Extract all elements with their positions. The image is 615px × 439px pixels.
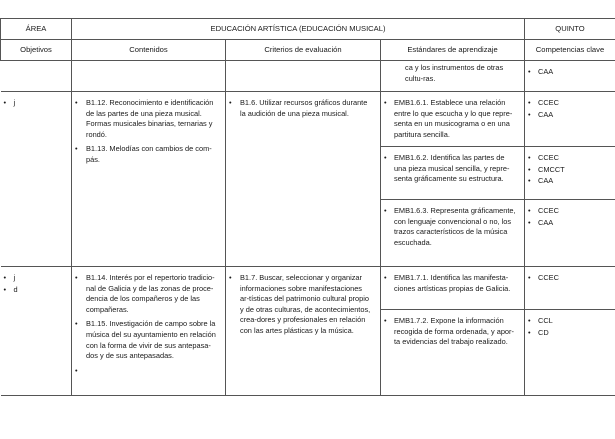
bullet-icon: • [528,164,531,174]
contenido-item: • B1.15. Investigación de campo sobre la música del su ayuntamiento en relación con la forma de vivir de sus antepasa-dos y de sus antepasadas. [75,319,216,361]
bullet-icon: • [384,316,387,325]
bullet-icon: • [528,327,531,337]
contenidos-cell [72,92,226,267]
bullet-icon: • [528,109,531,119]
bullet-icon: • [75,273,78,282]
criterios-cell [226,267,381,396]
competencia-item: • CAA [528,67,554,76]
objetivo-item: • j [3,273,16,282]
criterio-item: • B1.6. Utilizar recursos gráficos durante la audición de una pieza musical. [229,98,368,118]
bullet-icon: • [229,273,232,282]
bullet-icon: • [75,98,78,107]
competencias-group: • CCEC • CAA [528,206,559,227]
col-contenidos: Contenidos [72,40,226,61]
curso-value: QUINTO [525,19,615,40]
bullet-icon: • [384,98,387,107]
bullet-icon: • [3,284,7,294]
subject-header: EDUCACIÓN ARTÍSTICA (EDUCACIÓN MUSICAL) [72,19,525,40]
competencias-group: • CCEC • CAA [525,92,615,147]
competencias-group: • CCEC • CMCCT • CAA [525,147,615,200]
standard-item: • EMB1.6.3. Representa gráficamente, con lenguaje convencional o no, los trazos característicos de la música escuchada. [384,206,516,247]
col-competencias: Competencias clave [525,40,615,61]
col-criterios: Criterios de evaluación [226,40,381,61]
bullet-icon: • [229,98,232,107]
bullet-icon: • [3,273,7,282]
bullet-icon: • [384,273,387,282]
bullet-icon: • [528,316,531,325]
standard-cell [381,61,525,92]
contenido-item: • B1.14. Interés por el repertorio tradicio-nal de Galicia y de las zonas de proce-dencia de los compañeros y de las compañeras. [75,273,215,314]
col-objetivos: Objetivos [1,40,72,61]
bullet-icon: • [75,319,78,329]
bullet-icon: • [528,206,531,215]
bullet-icon: • [384,153,387,162]
objetivos-cell [1,92,72,267]
table-row-b17 [1,267,615,396]
criterios-cell [226,92,381,267]
bullet-icon: • [384,206,387,215]
competencias-cell [525,92,615,267]
standard-item: • EMB1.6.1. Establece una relación entre lo que escucha y lo que repre-senta en un musicograma o en una partitura sencilla. [381,92,524,147]
standard-text: ca y los instrumentos de otras cultu-ras. [405,63,504,83]
bullet-icon: • [528,176,531,186]
standard-item: • EMB1.7.1. Identifica las manifesta-ciones artísticas propias de Galicia. [381,267,524,310]
bullet-icon: • [528,217,531,227]
competencias-group: • CCEC [525,267,615,310]
bullet-icon: • [528,98,531,107]
table-row-continuation [1,61,615,92]
standards-cell [381,92,525,267]
competencias-group: • CCL • CD [528,316,553,337]
standards-cell [381,267,525,396]
bullet-icon: • [75,144,78,154]
header-row-2 [1,40,615,61]
curriculum-table [0,18,615,396]
competencias-cell [525,267,615,396]
objetivo-item: • d [3,284,18,294]
bullet-icon: • [528,273,531,282]
objetivos-cell [1,61,72,92]
bullet-icon: • [528,67,531,76]
contenidos-cell [72,267,226,396]
bullet-icon: • [528,153,531,162]
objetivo-item: • j [3,98,16,107]
contenidos-cell [72,61,226,92]
standard-item: • EMB1.7.2. Expone la información recogida de forma ordenada, y apor-ta evidencias del trabajo realizado. [384,316,514,347]
contenido-item: • B1.12. Reconocimiento e identificación de las partes de una pieza musical. Formas musicales binarias, ternarias y rondó. [75,98,214,139]
table-row-b16 [1,92,615,267]
objetivos-cell [1,267,72,396]
area-header: ÁREA [1,19,72,40]
header-row-1 [1,19,615,40]
standard-item: • EMB1.6.2. Identifica las partes de una pieza musical sencilla, y repre-senta gráficamente su estructura. [381,147,524,200]
bullet-icon: • [75,365,78,375]
contenido-item: • B1.13. Melodías con cambios de com-pás. [75,144,212,164]
criterio-item: • B1.7. Buscar, seleccionar y organizar informaciones sobre manifestaciones ar-tísticas del patrimonio cultural propio y de otras culturas, de acontecimientos, crea-dores y profesionales en relación con las artes plásticas y la música. [229,273,371,335]
col-estandares: Estándares de aprendizaje [381,40,525,61]
bullet-icon: • [3,98,7,107]
competencias-cell [525,61,615,92]
criterios-cell [226,61,381,92]
